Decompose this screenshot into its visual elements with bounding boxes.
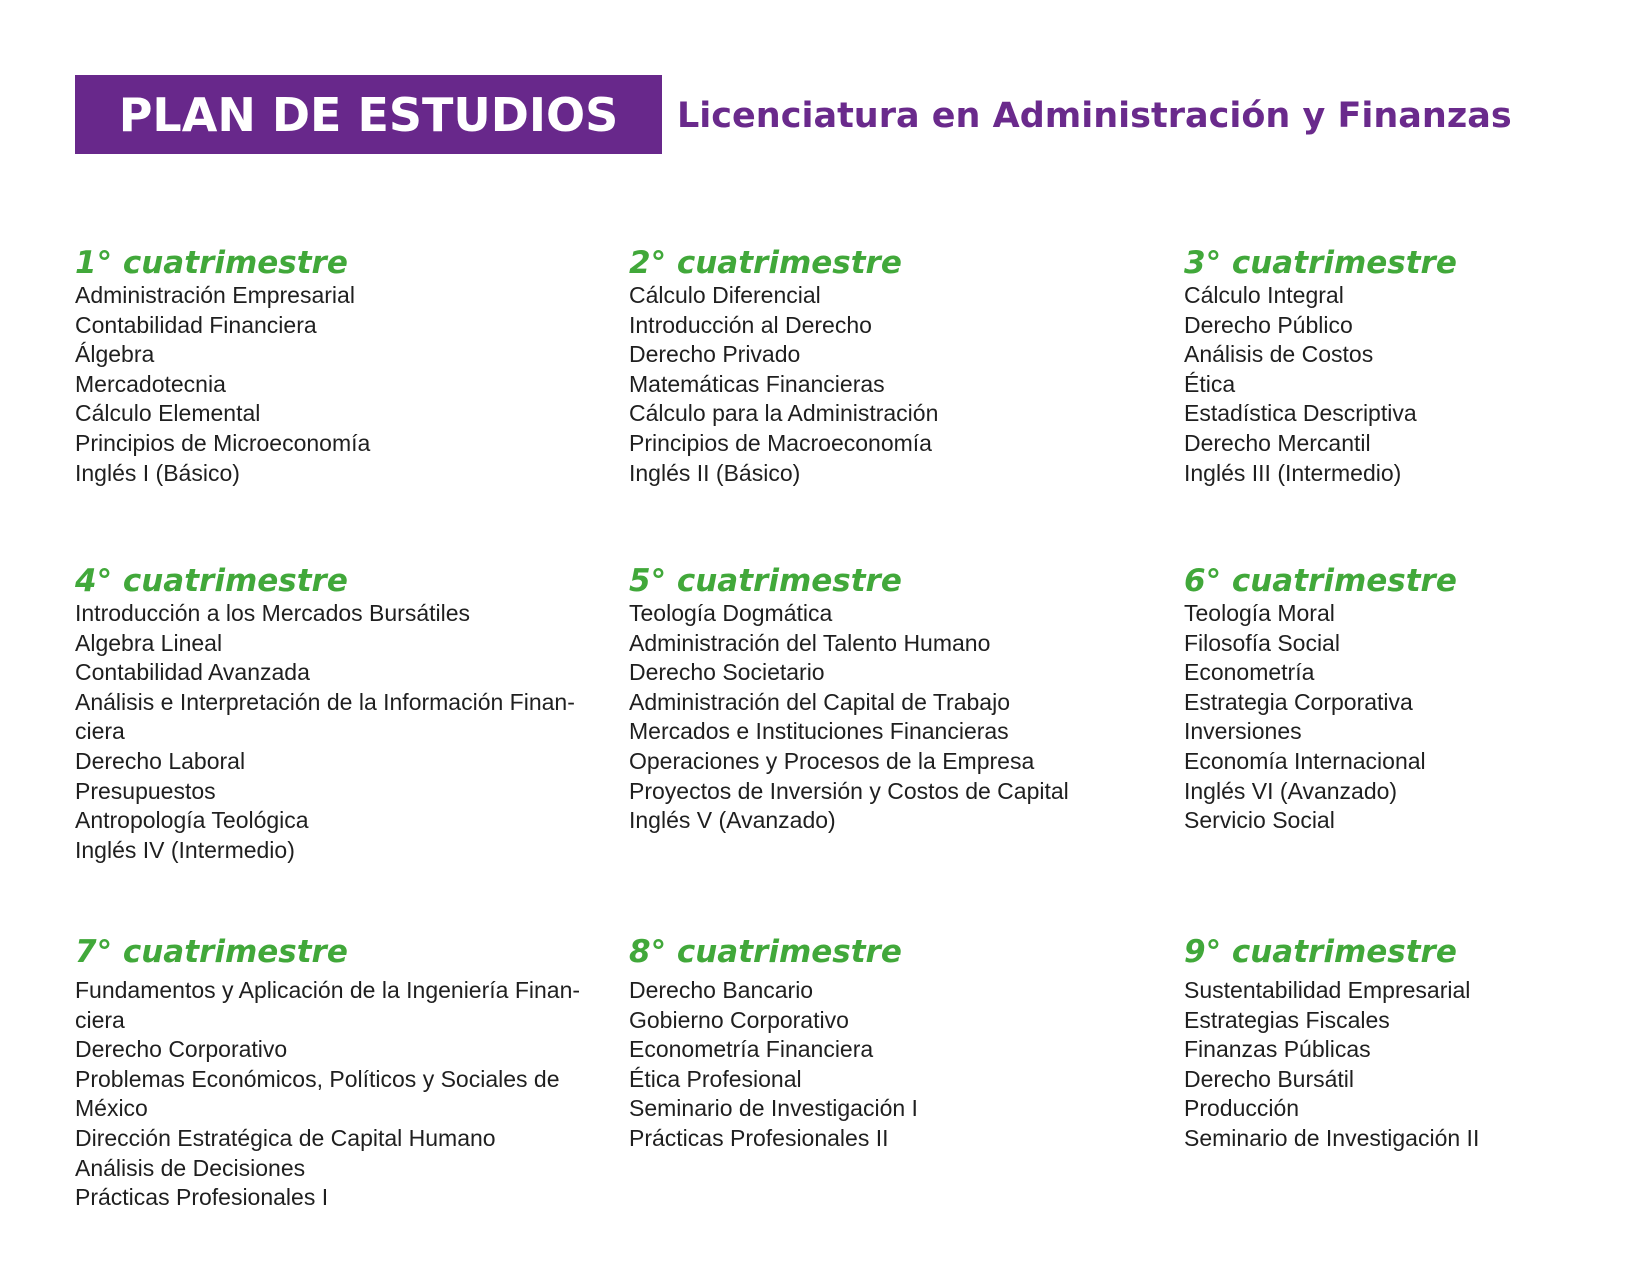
course-item: Contabilidad Avanzada xyxy=(75,659,310,686)
course-item: Derecho Bancario xyxy=(629,977,814,1003)
course-item: Econometría xyxy=(1184,659,1315,686)
course-item: Inglés II (Básico) xyxy=(629,459,801,486)
course-item: Servicio Social xyxy=(1184,807,1335,834)
term-heading: 3° cuatrimestre xyxy=(1184,245,1457,281)
course-item: Introducción a los Mercados Bursátiles xyxy=(75,600,471,626)
course-list xyxy=(629,281,938,488)
course-item: Mercadotecnia xyxy=(75,370,226,397)
course-item: Derecho Corporativo xyxy=(75,1036,288,1063)
term-7 xyxy=(75,934,580,1213)
course-list xyxy=(75,976,580,1213)
course-list xyxy=(629,599,1069,836)
course-item: Proyectos de Inversión y Costos de Capital xyxy=(629,777,1069,804)
course-item: Sustentabilidad Empresarial xyxy=(1184,977,1471,1003)
course-item: Econometría Financiera xyxy=(629,1036,874,1063)
course-item: Operaciones y Procesos de la Empresa xyxy=(629,747,1035,774)
term-heading: 2° cuatrimestre xyxy=(629,245,902,281)
course-list xyxy=(75,599,575,865)
course-item: Cálculo para la Administración xyxy=(629,400,939,427)
course-item: Derecho Público xyxy=(1184,311,1353,338)
term-heading: 6° cuatrimestre xyxy=(1184,563,1457,599)
term-2 xyxy=(629,245,938,488)
course-item: Álgebra xyxy=(75,341,155,368)
course-list xyxy=(1184,281,1457,488)
course-item: Producción xyxy=(1184,1095,1300,1122)
course-item: Análisis e Interpretación de la Información Finan- xyxy=(75,688,575,715)
title-banner xyxy=(75,75,662,154)
term-6 xyxy=(1184,563,1457,836)
course-item: ciera xyxy=(75,718,125,745)
course-item: Inversiones xyxy=(1184,718,1302,745)
course-item: Fundamentos y Aplicación de la Ingeniería Finan- xyxy=(75,977,581,1003)
course-item: Economía Internacional xyxy=(1184,747,1426,774)
course-item: Inglés I (Básico) xyxy=(75,459,240,486)
course-item: Estadística Descriptiva xyxy=(1184,400,1417,427)
course-item: Contabilidad Financiera xyxy=(75,311,317,338)
term-heading: 1° cuatrimestre xyxy=(75,245,348,281)
course-item: Presupuestos xyxy=(75,777,216,804)
course-item: Finanzas Públicas xyxy=(1184,1036,1371,1063)
page-title: PLAN DE ESTUDIOS xyxy=(118,87,619,142)
course-item: Prácticas Profesionales II xyxy=(629,1124,889,1151)
course-item: Cálculo Elemental xyxy=(75,400,261,427)
course-item: Seminario de Investigación II xyxy=(1184,1124,1480,1151)
course-item: Estrategia Corporativa xyxy=(1184,688,1413,715)
term-5 xyxy=(629,563,1069,836)
course-item: Ética Profesional xyxy=(629,1065,802,1092)
course-item: Administración del Capital de Trabajo xyxy=(629,688,1010,715)
course-item: Mercados e Instituciones Financieras xyxy=(629,718,1009,745)
course-list xyxy=(75,281,370,488)
course-item: Derecho Privado xyxy=(629,341,801,368)
course-item: Derecho Bursátil xyxy=(1184,1065,1355,1092)
course-item: ciera xyxy=(75,1006,125,1033)
course-list xyxy=(629,976,918,1154)
course-item: Teología Dogmática xyxy=(629,600,833,626)
course-item: Antropología Teológica xyxy=(75,807,309,834)
term-3 xyxy=(1184,245,1457,488)
course-list xyxy=(1184,599,1457,836)
course-item: Cálculo Integral xyxy=(1184,282,1344,308)
course-item: México xyxy=(75,1095,148,1122)
course-item: Inglés III (Intermedio) xyxy=(1184,459,1402,486)
course-item: Principios de Microeconomía xyxy=(75,429,371,456)
course-item: Inglés IV (Intermedio) xyxy=(75,836,295,863)
course-item: Cálculo Diferencial xyxy=(629,282,821,308)
course-item: Gobierno Corporativo xyxy=(629,1006,849,1033)
program-subtitle: Licenciatura en Administración y Finanzas xyxy=(677,95,1512,136)
course-item: Introducción al Derecho xyxy=(629,311,872,338)
course-item: Principios de Macroeconomía xyxy=(629,429,932,456)
term-heading: 7° cuatrimestre xyxy=(75,934,348,970)
course-item: Problemas Económicos, Políticos y Sociales de xyxy=(75,1065,560,1092)
course-item: Administración Empresarial xyxy=(75,282,355,308)
course-item: Teología Moral xyxy=(1184,600,1335,626)
course-item: Matemáticas Financieras xyxy=(629,370,885,397)
term-4 xyxy=(75,563,575,865)
course-item: Inglés VI (Avanzado) xyxy=(1184,777,1398,804)
course-item: Análisis de Costos xyxy=(1184,341,1374,368)
term-heading: 9° cuatrimestre xyxy=(1184,934,1457,970)
term-8 xyxy=(629,934,918,1154)
course-item: Análisis de Decisiones xyxy=(75,1154,306,1181)
course-item: Filosofía Social xyxy=(1184,629,1340,656)
course-item: Dirección Estratégica de Capital Humano xyxy=(75,1124,496,1151)
course-item: Derecho Mercantil xyxy=(1184,429,1371,456)
course-item: Derecho Societario xyxy=(629,659,825,686)
term-heading: 8° cuatrimestre xyxy=(629,934,902,970)
course-item: Prácticas Profesionales I xyxy=(75,1184,329,1211)
course-item: Ética xyxy=(1184,370,1236,397)
term-9 xyxy=(1184,934,1479,1154)
course-item: Administración del Talento Humano xyxy=(629,629,991,656)
course-item: Seminario de Investigación I xyxy=(629,1095,918,1122)
term-heading: 5° cuatrimestre xyxy=(629,563,902,599)
course-item: Estrategias Fiscales xyxy=(1184,1006,1390,1033)
term-1 xyxy=(75,245,370,488)
course-item: Derecho Laboral xyxy=(75,747,246,774)
term-heading: 4° cuatrimestre xyxy=(75,563,348,599)
course-item: Algebra Lineal xyxy=(75,629,223,656)
course-item: Inglés V (Avanzado) xyxy=(629,807,836,834)
course-list xyxy=(1184,976,1479,1154)
